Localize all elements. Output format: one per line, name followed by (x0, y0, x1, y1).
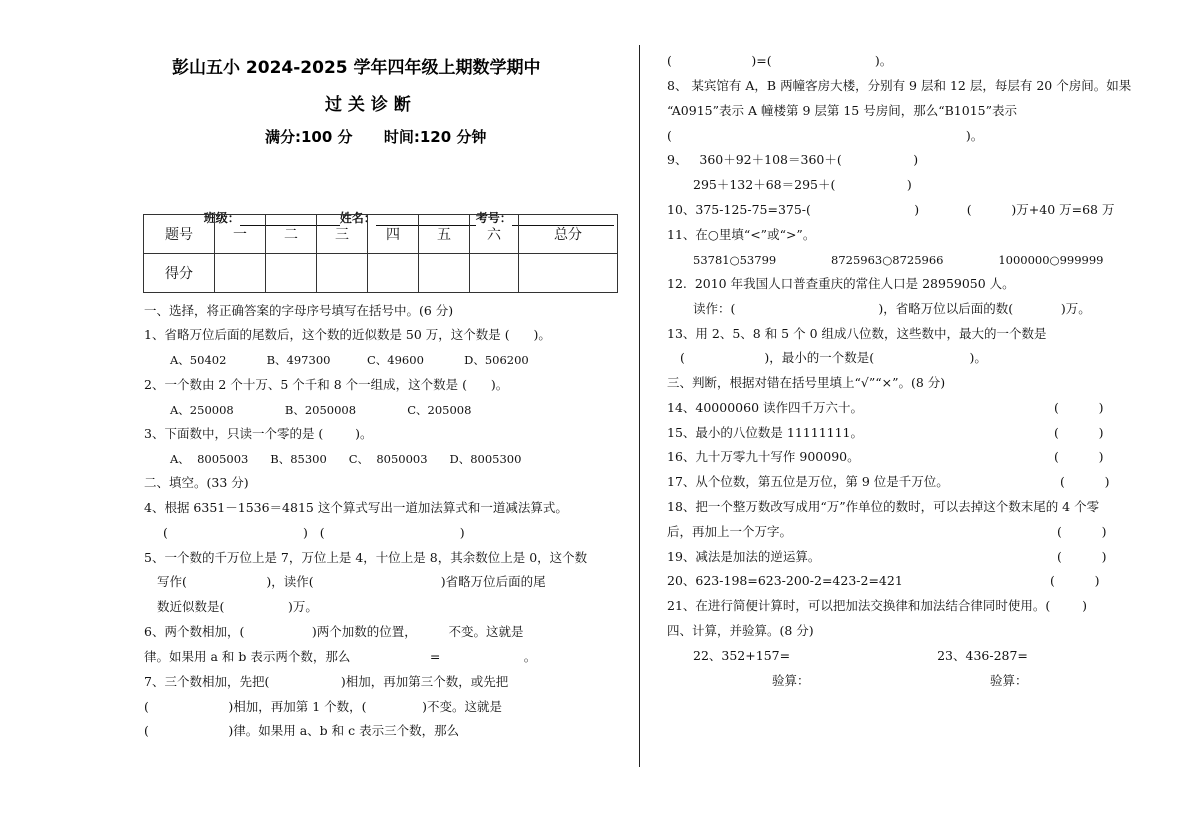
score-input-cell[interactable] (519, 254, 618, 293)
section-three-heading: 三、判断，根据对错在括号里填上“√”“×”。(8 分) (667, 375, 946, 390)
table-cell: 得分 (144, 254, 215, 293)
judge-bracket[interactable]: ( ) (1054, 425, 1104, 440)
score-input-cell[interactable] (419, 254, 470, 293)
judge-bracket[interactable]: ( ) (1054, 400, 1104, 415)
score-table (143, 214, 618, 293)
score-input-cell[interactable] (470, 254, 519, 293)
table-cell: 题号 (144, 215, 215, 254)
table-cell: 二 (266, 215, 317, 254)
question-6-line-2: 律。如果用 a 和 b 表示两个数，那么 = 。 (144, 649, 537, 664)
question-13-line-2: ( )，最小的一个数是( )。 (680, 350, 987, 365)
question-18-line-2: 后，再加上一个万字。 (667, 524, 793, 539)
name-label: 姓名： (339, 211, 376, 225)
question-5-line-3: 数近似数是( )万。 (157, 599, 318, 614)
question-11-items: 53781○53799 8725963○8725966 1000000○999999 (693, 253, 1104, 267)
question-18: 18、把一个整万数改写成用“万”作单位的数时，可以去掉这个数末尾的 4 个零 (667, 499, 1100, 514)
question-4-blanks: ( ) ( ) (163, 525, 465, 540)
exam-subtitle: 过 关 诊 断 (325, 95, 411, 115)
question-4: 4、根据 6351－1536＝4815 这个算式写出一道加法算式和一道减法算式。 (144, 500, 568, 515)
question-10: 10、375-125-75=375-( ) ( )万+40 万=68 万 (667, 202, 1115, 217)
score-input-cell[interactable] (317, 254, 368, 293)
judge-bracket[interactable]: ( ) (1050, 573, 1100, 588)
question-8-line-2: “A0915”表示 A 幢楼第 9 层第 15 号房间，那么“B1015”表示 (667, 103, 1018, 118)
section-two-heading: 二、填空。(33 分) (144, 475, 249, 490)
question-3-options: A、 8005003 B、85300 C、 8050003 D、8005300 (170, 452, 522, 466)
question-11: 11、在○里填“<”或“>”。 (667, 227, 816, 242)
question-5-line-2: 写作( )，读作( )省略万位后面的尾 (157, 574, 546, 589)
judge-bracket[interactable]: ( ) (1060, 474, 1110, 489)
judge-bracket[interactable]: ( ) (1057, 524, 1107, 539)
number-label: 考号： (475, 211, 512, 225)
question-9: 9、 360＋92＋108＝360＋( ) (667, 152, 919, 167)
question-12-line-2: 读作：( )，省略万位以后面的数( )万。 (693, 301, 1091, 316)
question-12: 12. 2010 年我国人口普查重庆的常住人口是 28959050 人。 (667, 276, 1015, 291)
question-19: 19、减法是加法的逆运算。 (667, 549, 821, 564)
judge-bracket[interactable]: ( ) (1054, 449, 1104, 464)
score-input-cell[interactable] (266, 254, 317, 293)
score-table-score-row (144, 254, 618, 293)
question-1-options: A、50402 B、497300 C、49600 D、506200 (170, 353, 529, 367)
score-time-info: 满分:100 分 时间:120 分钟 (265, 128, 487, 146)
question-14: 14、40000060 读作四千万六十。 (667, 400, 864, 415)
question-17: 17、从个位数，第五位是万位，第 9 位是千万位。 (667, 474, 949, 489)
question-15: 15、最小的八位数是 11111111。 (667, 425, 864, 440)
table-cell: 一 (215, 215, 266, 254)
question-21: 21、在进行简便计算时，可以把加法交换律和加法结合律同时使用。( ) (667, 598, 1087, 613)
table-cell: 六 (470, 215, 519, 254)
question-2-options: A、250008 B、2050008 C、205008 (170, 403, 472, 417)
section-four-heading: 四、计算，并验算。(8 分) (667, 623, 814, 638)
question-6: 6、两个数相加，( )两个加数的位置， 不变。这就是 (144, 624, 524, 639)
question-7-line-4: ( )=( )。 (667, 53, 893, 68)
question-1: 1、省略万位后面的尾数后，这个数的近似数是 50 万，这个数是 ( )。 (144, 327, 551, 342)
class-label: 班级： (203, 211, 240, 225)
questions-22-23: 22、352+157= 23、436-287= (693, 648, 1028, 663)
question-7: 7、三个数相加，先把( )相加，再加第三个数，或先把 (144, 674, 509, 689)
question-5: 5、一个数的千万位上是 7，万位上是 4，十位上是 8，其余数位上是 0，这个数 (144, 550, 588, 565)
question-16: 16、九十万零九十写作 900090。 (667, 449, 860, 464)
question-8: 8、 某宾馆有 A，B 两幢客房大楼，分别有 9 层和 12 层，每层有 20 个房间。如果 (667, 78, 1132, 93)
question-8-line-3: ( )。 (667, 128, 984, 143)
judge-bracket[interactable]: ( ) (1057, 549, 1107, 564)
table-cell: 三 (317, 215, 368, 254)
table-cell: 五 (419, 215, 470, 254)
score-table-header-row (144, 215, 618, 254)
table-cell: 四 (368, 215, 419, 254)
question-3: 3、下面数中，只读一个零的是 ( )。 (144, 426, 373, 441)
section-one-heading: 一、选择，将正确答案的字母序号填写在括号中。(6 分) (144, 303, 454, 318)
question-7-line-3: ( )律。如果用 a、b 和 c 表示三个数，那么 (144, 723, 460, 738)
question-13: 13、用 2、5、8 和 5 个 0 组成八位数，这些数中，最大的一个数是 (667, 326, 1047, 341)
question-20: 20、623-198=623-200-2=423-2=421 (667, 573, 903, 588)
question-2: 2、一个数由 2 个十万、5 个千和 8 个一组成，这个数是 ( )。 (144, 377, 509, 392)
score-input-cell[interactable] (368, 254, 419, 293)
verify-label-22: 验算： (772, 673, 810, 688)
exam-title: 彭山五小 2024-2025 学年四年级上期数学期中 (172, 58, 541, 78)
table-cell: 总分 (519, 215, 618, 254)
column-divider (639, 45, 640, 767)
verify-label-23: 验算： (990, 673, 1028, 688)
score-input-cell[interactable] (215, 254, 266, 293)
question-9-line-2: 295＋132＋68＝295＋( ) (693, 177, 912, 192)
question-7-line-2: ( )相加，再加第 1 个数，( )不变。这就是 (144, 699, 503, 714)
